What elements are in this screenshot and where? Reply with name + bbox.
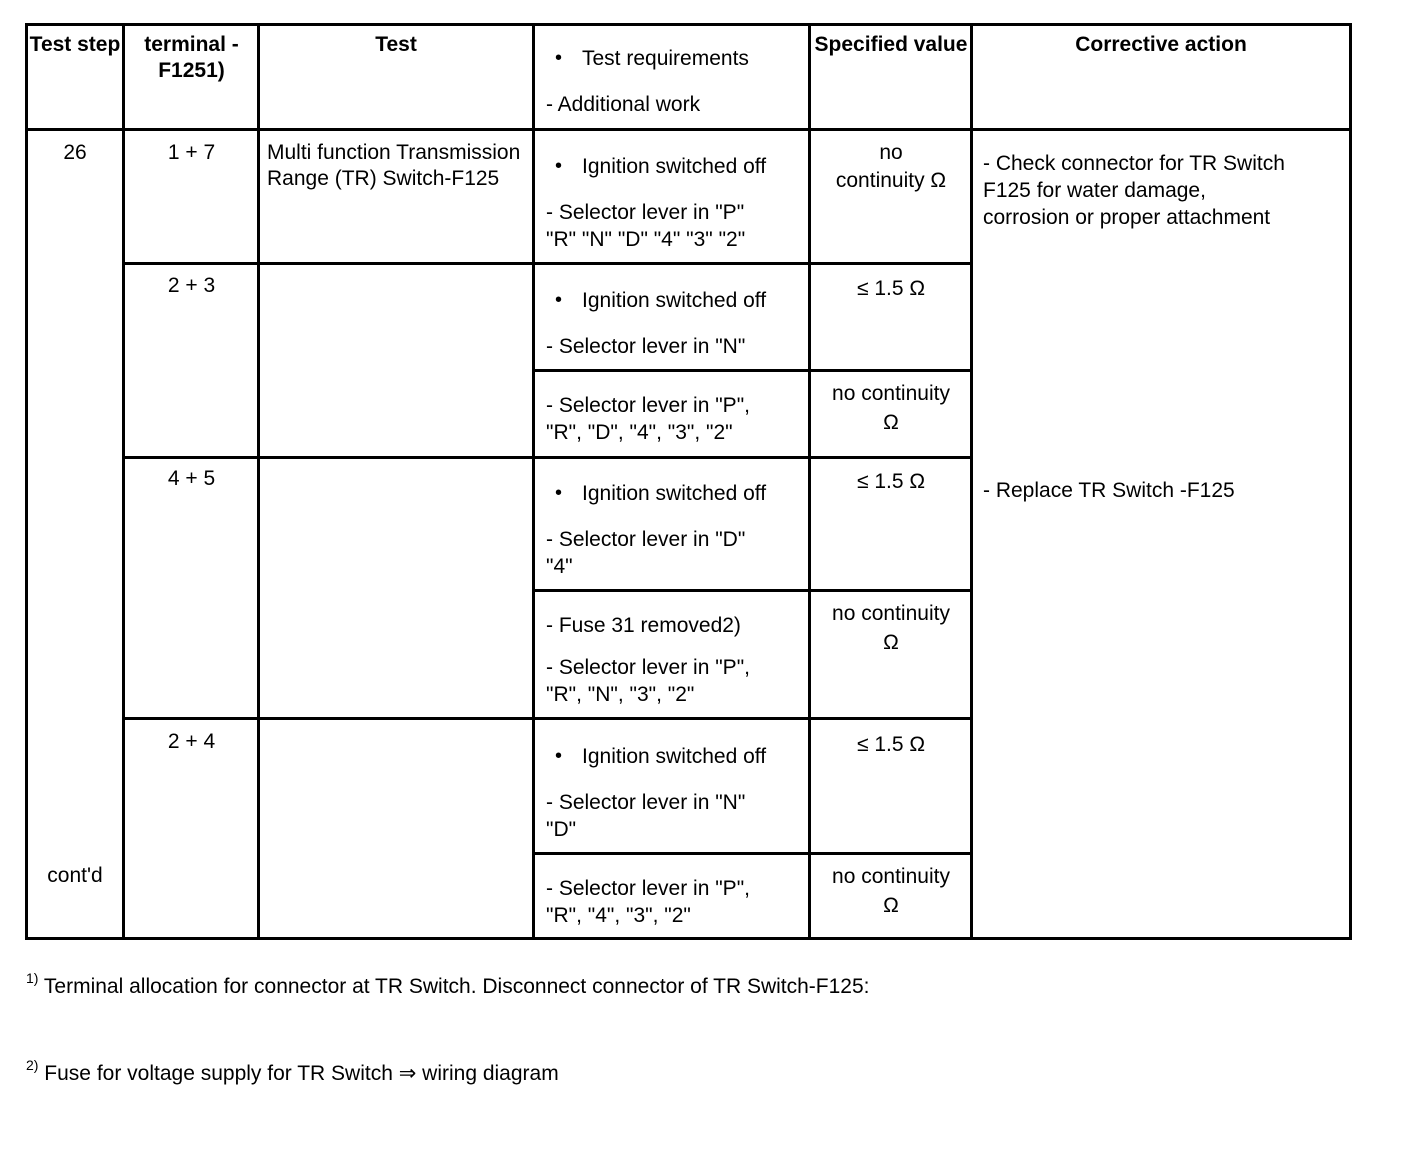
- corrective-check-line: corrosion or proper attachment: [983, 206, 1271, 229]
- bullet-icon: •: [555, 155, 563, 177]
- requirement-bullet: Ignition switched off: [582, 289, 767, 312]
- requirement-line: - Selector lever in "D": [546, 528, 746, 551]
- header-corrective-action: Corrective action: [1075, 33, 1247, 56]
- corrective-check-line: - Check connector for TR Switch: [983, 152, 1285, 175]
- terminal-label: 1 + 7: [167, 141, 216, 164]
- footnote-1: [26, 972, 870, 1000]
- specified-value: no continuity: [832, 602, 950, 625]
- requirement-line: - Fuse 31 removed2): [546, 614, 741, 637]
- specified-value: ≤ 1.5 Ω: [856, 733, 926, 756]
- terminal-label: 2 + 4: [167, 730, 216, 753]
- header-additional-work: - Additional work: [546, 93, 701, 116]
- test-description: Multi function Transmission Range (TR) Switch-F125: [267, 141, 521, 191]
- requirement-line: - Selector lever in "P",: [546, 394, 750, 417]
- corrective-check-line: F125 for water damage,: [983, 179, 1206, 202]
- footnote-text: Terminal allocation for connector at TR Switch. Disconnect connector of TR Switch-F125:: [43, 975, 870, 998]
- requirement-line: - Selector lever in "P",: [546, 656, 750, 679]
- terminal-label: 2 + 3: [167, 274, 216, 297]
- specified-value: Ω: [883, 411, 899, 434]
- footnote-text: Fuse for voltage supply for TR Switch ⇒ wiring diagram: [44, 1062, 559, 1085]
- requirement-line: - Selector lever in "P",: [546, 877, 750, 900]
- requirement-line: "R" "N" "D" "4" "3" "2": [546, 228, 746, 251]
- specified-value: ≤ 1.5 Ω: [856, 277, 926, 300]
- requirement-bullet: Ignition switched off: [582, 482, 767, 505]
- requirement-line: - Selector lever in "N": [546, 335, 746, 358]
- specified-value: no: [879, 141, 903, 164]
- footnote-mark: 1): [26, 970, 39, 986]
- requirement-bullet: Ignition switched off: [582, 745, 767, 768]
- header-terminal: terminal - F1251): [144, 33, 239, 83]
- header-test-step: Test step: [29, 33, 121, 56]
- header-test-requirements: Test requirements: [582, 47, 749, 70]
- requirement-line: "R", "N", "3", "2": [546, 683, 695, 706]
- footnote-mark: 2): [26, 1057, 39, 1073]
- specified-value: continuity Ω: [835, 169, 947, 192]
- specified-value: Ω: [883, 631, 899, 654]
- test-step-number: 26: [63, 141, 87, 164]
- specified-value: ≤ 1.5 Ω: [856, 470, 926, 493]
- specified-value: no continuity: [832, 865, 950, 888]
- bullet-icon: •: [555, 482, 563, 504]
- bullet-icon: •: [555, 47, 563, 69]
- bullet-icon: •: [555, 745, 563, 767]
- header-test: Test: [375, 33, 417, 56]
- terminal-label: 4 + 5: [167, 467, 216, 490]
- requirement-bullet: Ignition switched off: [582, 155, 767, 178]
- specified-value: Ω: [883, 894, 899, 917]
- requirement-line: "4": [546, 555, 573, 578]
- corrective-replace: - Replace TR Switch -F125: [983, 479, 1235, 502]
- test-step-contd: cont'd: [47, 864, 103, 887]
- bullet-icon: •: [555, 289, 563, 311]
- header-specified-value: Specified value: [814, 33, 968, 56]
- footnote-2: [26, 1059, 559, 1087]
- requirement-line: "R", "4", "3", "2": [546, 904, 691, 927]
- requirement-line: "R", "D", "4", "3", "2": [546, 421, 733, 444]
- specified-value: no continuity: [832, 382, 950, 405]
- requirement-line: "D": [546, 818, 577, 841]
- requirement-line: - Selector lever in "N": [546, 791, 746, 814]
- requirement-line: - Selector lever in "P": [546, 201, 745, 224]
